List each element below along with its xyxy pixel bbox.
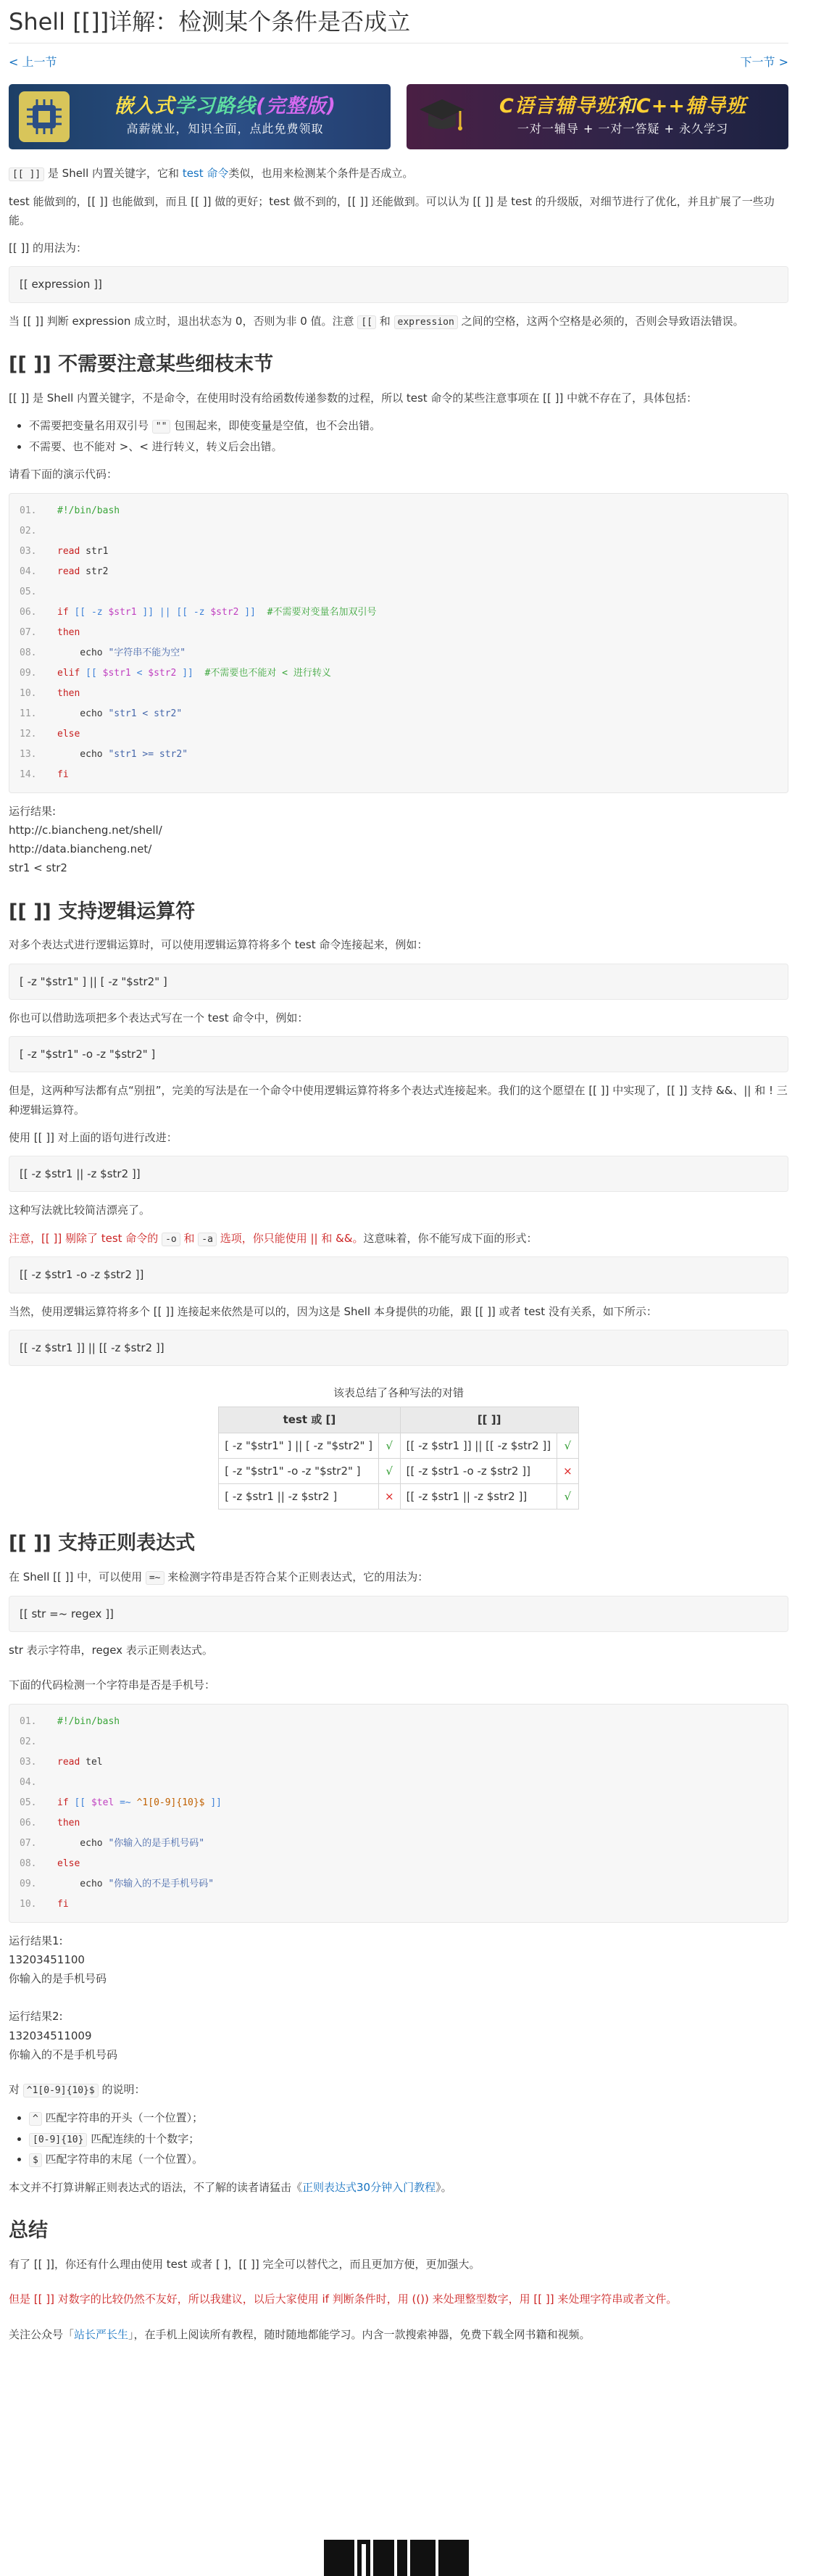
text: 本文并不打算讲解正则表达式的语法，不了解的读者请猛击《: [9, 2181, 303, 2195]
banner1-h3: (完整版): [256, 95, 336, 118]
column-header: [[ ]]: [400, 1407, 578, 1433]
keyword: expression: [394, 315, 458, 329]
code-keyword: then: [57, 687, 80, 699]
code-string: "str1 >= str2": [108, 748, 188, 760]
list-item: [29, 2150, 788, 2169]
line-number: 08.: [20, 1858, 37, 1869]
code-block: [9, 493, 788, 793]
cross-mark: ×: [557, 1458, 579, 1483]
page-title: Shell [[]]详解：检测某个条件是否成立: [9, 0, 788, 44]
text: 的说明：: [98, 2083, 146, 2097]
list-item: [29, 416, 788, 436]
line-number: 12.: [20, 728, 37, 740]
list-item: • 不需要、也不能对 >、< 进行转义，转义后会出错。: [29, 437, 788, 456]
banner2-h3: C++辅导班: [636, 95, 746, 118]
code-text: ]]: [176, 667, 193, 679]
code-text: [[: [80, 667, 103, 679]
usage-label: [[ ]] 的用法为：: [9, 241, 87, 255]
summary-paragraph: 有了 [[ ]]，你还有什么理由使用 test 或者 [ ]，[[ ]] 完全可以替代之，而且更加方便，更加强大。: [9, 2258, 480, 2271]
example-block: [ -z "$str1" -o -z "$str2" ]: [9, 1036, 788, 1072]
code-text: ]] || [[ -z: [136, 606, 211, 618]
exit-status-paragraph: [9, 312, 788, 331]
line-number: 06.: [20, 1817, 37, 1829]
warning-text: 选项，你只能使用 || 和 &&。: [216, 1231, 364, 1245]
line-number: 10.: [20, 687, 37, 699]
regex-explain-label: [9, 2080, 788, 2100]
paragraph: 使用 [[ ]] 对上面的语句进行改进：: [9, 1130, 178, 1144]
keyword: [0-9]{10}: [29, 2133, 87, 2147]
code-string: "str1 < str2": [108, 708, 183, 719]
keyword: [[ ]]: [9, 167, 44, 181]
code-text: echo: [57, 647, 109, 658]
example-block: [[ -z $str1 || -z $str2 ]]: [9, 1156, 788, 1192]
paragraph: 你也可以借助选项把多个表达式写在一个 test 命令中，例如：: [9, 1011, 309, 1024]
code-keyword: fi: [57, 1898, 69, 1910]
intro-paragraph: [9, 164, 788, 183]
text: 这意味着，你不能写成下面的形式：: [363, 1231, 538, 1245]
check-mark: √: [379, 1433, 401, 1458]
next-link[interactable]: 下一节 >: [740, 54, 788, 69]
text: 当 [[ ]] 判断 expression 成立时，退出状态为 0，否则为非 0 值。注意: [9, 314, 358, 328]
code-variable: $str2: [148, 667, 177, 679]
line-number: 05.: [20, 586, 37, 597]
table-cell: [ -z "$str1" -o -z "$str2" ]: [219, 1458, 379, 1483]
test-command-link[interactable]: test 命令: [182, 166, 229, 180]
line-number: 06.: [20, 606, 37, 618]
table-header: [219, 1407, 578, 1433]
chip-icon: [19, 91, 70, 142]
check-mark: √: [379, 1458, 401, 1483]
section1-paragraph: [[ ]] 是 Shell 内置关键字，不是命令，在使用时没有给函数传递参数的过程，所以 test 命令的某些注意事项在 [[ ]] 中就不存在了，具体包括：: [9, 392, 698, 405]
line-number: 13.: [20, 748, 37, 760]
code-comment: #!/bin/bash: [57, 1715, 120, 1727]
list-item: [29, 2129, 788, 2149]
line-number: 04.: [20, 566, 37, 577]
paragraph: 下面的代码检测一个字符串是否是手机号：: [9, 1678, 216, 1692]
code-string: "字符串不能为空": [108, 647, 186, 658]
paragraph: 但是，这两种写法都有点“别扭”，完美的写法是在一个命令中使用逻辑运算符将多个表达式连接起来。我们的这个愿望在 [[ ]] 中实现了，[[ ]] 支持 &&、|| 和 ! 三种逻辑运算符。: [9, 1084, 788, 1117]
code-text: str1: [80, 545, 109, 557]
intro-paragraph-2: test 能做到的，[[ ]] 也能做到，而且 [[ ]] 做的更好；test 做不到的，[[ ]] 还能做到。可以认为 [[ ]] 是 test 的升级版，对细节进行了优化，并且扩展了一些功能。: [9, 194, 775, 227]
line-number: 01.: [20, 505, 37, 516]
banner1-sub: 高薪就业，知识全面，点此免费领取: [126, 122, 324, 136]
line-number: 08.: [20, 647, 37, 658]
keyword: "": [152, 420, 171, 434]
warning-text: 注意，[[ ]] 剔除了 test 命令的: [9, 1231, 162, 1245]
warning-text: 和: [180, 1231, 199, 1245]
line-number: 11.: [20, 708, 37, 719]
text: 」，在手机上阅读所有教程，随时随地都能学习。内含一款搜索神器，免费下载全网书籍和视频。: [128, 2327, 591, 2341]
bullet-list: [9, 416, 788, 456]
table-cell: [[ -z $str1 -o -z $str2 ]]: [400, 1458, 557, 1483]
code-text: echo: [57, 748, 109, 760]
line-number: 03.: [20, 1756, 37, 1768]
comparison-table-wrap: [9, 1383, 788, 1509]
banner2-heading: [467, 94, 778, 119]
embedded-roadmap-banner[interactable]: [9, 84, 391, 149]
paragraph: str 表示字符串，regex 表示正则表达式。: [9, 1644, 213, 1657]
output-line: 13203451100: [9, 1952, 85, 1966]
code-text: tel: [80, 1756, 103, 1768]
check-mark: √: [557, 1433, 579, 1458]
code-keyword: read: [57, 1756, 80, 1768]
paragraph: 这种写法就比较简洁漂亮了。: [9, 1204, 151, 1217]
table-row: [219, 1433, 578, 1458]
prev-link[interactable]: < 上一节: [9, 54, 57, 69]
line-number: 09.: [20, 1878, 37, 1889]
section-heading: [[ ]] 支持逻辑运算符: [9, 900, 196, 923]
code-keyword: fi: [57, 769, 69, 780]
output-line: str1 < str2: [9, 861, 67, 875]
table-row: [219, 1458, 578, 1483]
table-cell: [ -z $str1 || -z $str2 ]: [219, 1484, 379, 1509]
code-variable: $str2: [210, 606, 239, 618]
c-tutoring-banner[interactable]: [407, 84, 788, 149]
check-mark: √: [557, 1484, 579, 1509]
graduation-cap-icon: [417, 91, 467, 142]
line-number: 10.: [20, 1898, 37, 1910]
usage-block: [[ str =~ regex ]]: [9, 1596, 788, 1632]
text: 和: [375, 314, 394, 328]
code-comment: #!/bin/bash: [57, 505, 120, 516]
summary-advice: 但是 [[ ]] 对数字的比较仍然不友好，所以我建议，以后大家使用 if 判断条件时，用 (()) 来处理整型数字，用 [[ ]] 来处理字符串或者文件。: [9, 2293, 678, 2306]
text: 对: [9, 2083, 23, 2097]
section-heading: [[ ]] 支持正则表达式: [9, 1532, 196, 1555]
example-block: [ -z "$str1" ] || [ -z "$str2" ]: [9, 964, 788, 1000]
line-number: 03.: [20, 545, 37, 557]
text: 关注公众号「: [9, 2327, 75, 2341]
code-regex: ^1[0-9]{10}$: [136, 1797, 205, 1808]
text: 来检测字符串是否符合某个正则表达式，它的用法为：: [164, 1570, 429, 1584]
line-number: 02.: [20, 1736, 37, 1747]
text: 》。: [436, 2181, 452, 2195]
section-heading: [[ ]] 不需要注意某些细枝末节: [9, 353, 274, 376]
banner1-h1: 嵌入式: [114, 95, 175, 118]
example-block: [[ -z $str1 ]] || [[ -z $str2 ]]: [9, 1330, 788, 1366]
code-text: <: [130, 667, 149, 679]
code-keyword: read: [57, 545, 80, 557]
code-keyword: then: [57, 1817, 80, 1829]
table-cell: [[ -z $str1 ]] || [[ -z $str2 ]]: [400, 1433, 557, 1458]
section-heading: 总结: [9, 2219, 48, 2242]
text: 不需要把变量名用双引号: [29, 419, 149, 433]
code-variable: $tel: [91, 1797, 114, 1808]
code-keyword: read: [57, 566, 80, 577]
line-number: 01.: [20, 1715, 37, 1727]
code-text: [[ -z: [68, 606, 109, 618]
comparison-table: [218, 1407, 578, 1509]
line-number: 09.: [20, 667, 37, 679]
code-variable: $str1: [102, 667, 131, 679]
run-label: 运行结果1:: [9, 1934, 63, 1947]
banner1-text: [70, 94, 380, 139]
keyword: [[: [357, 315, 376, 329]
code-keyword: if: [57, 1797, 69, 1808]
text: 匹配字符串的末尾（一个位置）。: [41, 2153, 204, 2166]
output-line: 你输入的不是手机号码: [9, 2047, 118, 2061]
pager-nav: [9, 52, 788, 73]
run-label: 运行结果:: [9, 804, 57, 818]
code-text: ]]: [238, 606, 256, 618]
keyword: $: [29, 2153, 42, 2167]
keyword: ^1[0-9]{10}$: [23, 2084, 99, 2097]
code-keyword: if: [57, 606, 69, 618]
paragraph: 对多个表达式进行逻辑运算时，可以使用逻辑运算符将多个 test 命令连接起来，例如：: [9, 938, 428, 952]
code-text: ]]: [204, 1797, 222, 1808]
run-output: [9, 802, 788, 878]
keyword: -a: [198, 1233, 217, 1246]
code-comment: #不需要对变量名加双引号: [255, 606, 377, 618]
table-cell: [[ -z $str1 || -z $str2 ]]: [400, 1484, 557, 1509]
banner2-text: [467, 94, 778, 139]
line-number: 04.: [20, 1776, 37, 1788]
regex-explain-list: [9, 2108, 788, 2169]
code-text: str2: [80, 566, 109, 577]
code-variable: $str1: [108, 606, 137, 618]
wechat-account-link[interactable]: 站长严长生: [74, 2327, 129, 2341]
text: 类似，也用来检测某个条件是否成立。: [228, 166, 414, 180]
code-text: echo: [57, 1837, 109, 1849]
code-string: "你输入的是手机号码": [108, 1837, 205, 1849]
regex-tutorial-paragraph: [9, 2178, 788, 2197]
keyword: =~: [146, 1571, 164, 1585]
line-number: 02.: [20, 525, 37, 537]
code-keyword: then: [57, 626, 80, 638]
text: 在 Shell [[ ]] 中，可以使用: [9, 1570, 146, 1584]
code-keyword: else: [57, 1858, 80, 1869]
text: 包围起来，即使变量是空值，也不会出错。: [174, 419, 381, 433]
line-number: 07.: [20, 1837, 37, 1849]
demo-label: 请看下面的演示代码：: [9, 468, 118, 481]
code-keyword: elif: [57, 667, 80, 679]
output-line: 你输入的是手机号码: [9, 1972, 107, 1986]
code-text: =~: [114, 1797, 137, 1808]
warning-paragraph: [9, 1229, 788, 1248]
text: 匹配连续的十个数字；: [87, 2132, 200, 2145]
banner1-h2: 学习路线: [175, 95, 257, 118]
code-comment: #不需要也不能对 < 进行转义: [193, 667, 331, 679]
text: 之间的空格，这两个空格是必须的，否则会导致语法错误。: [457, 314, 744, 328]
table-row: [219, 1484, 578, 1509]
line-number: 07.: [20, 626, 37, 638]
table-cell: [ -z "$str1" ] || [ -z "$str2" ]: [219, 1433, 379, 1458]
banner1-heading: [70, 94, 380, 119]
column-header: test 或 []: [219, 1407, 400, 1433]
code-text: echo: [57, 708, 109, 719]
text: 匹配字符串的开头（一个位置）；: [41, 2111, 204, 2124]
line-number: 14.: [20, 769, 37, 780]
code-text: echo: [57, 1878, 109, 1889]
run-output-1: [9, 1931, 788, 1989]
paragraph: 当然，使用逻辑运算符将多个 [[ ]] 连接起来依然是可以的，因为这是 Shell 本身提供的功能，跟 [[ ]] 或者 test 没有关系，如下所示：: [9, 1304, 657, 1318]
code-text: [[: [68, 1797, 91, 1808]
example-block: [[ -z $str1 -o -z $str2 ]]: [9, 1256, 788, 1293]
qr-code-icon: [324, 2540, 469, 2576]
code-keyword: else: [57, 728, 80, 740]
list-item: [29, 2108, 788, 2128]
line-number: 05.: [20, 1797, 37, 1808]
table-caption: 该表总结了各种写法的对错: [333, 1386, 464, 1400]
run-output-2: [9, 2007, 788, 2064]
banner-row: [9, 84, 788, 149]
run-label: 运行结果2:: [9, 2010, 63, 2024]
code-block: [9, 1704, 788, 1923]
paragraph: [9, 1567, 788, 1587]
keyword: ^: [29, 2112, 42, 2126]
banner2-h1: C语言辅导班: [499, 95, 616, 118]
wechat-paragraph: [9, 2325, 788, 2344]
banner2-h2: 和: [615, 95, 636, 118]
banner2-sub: 一对一辅导 + 一对一答疑 + 永久学习: [517, 122, 729, 136]
output-line: http://data.biancheng.net/: [9, 842, 152, 856]
output-line: 132034511009: [9, 2029, 92, 2042]
output-line: http://c.biancheng.net/shell/: [9, 823, 162, 837]
code-string: "你输入的不是手机号码": [108, 1878, 214, 1889]
text: 是 Shell 内置关键字，它和: [44, 166, 183, 180]
cross-mark: ×: [379, 1484, 401, 1509]
keyword: -o: [162, 1233, 180, 1246]
regex-tutorial-link[interactable]: 正则表达式30分钟入门教程: [302, 2181, 436, 2195]
usage-block: [[ expression ]]: [9, 266, 788, 302]
